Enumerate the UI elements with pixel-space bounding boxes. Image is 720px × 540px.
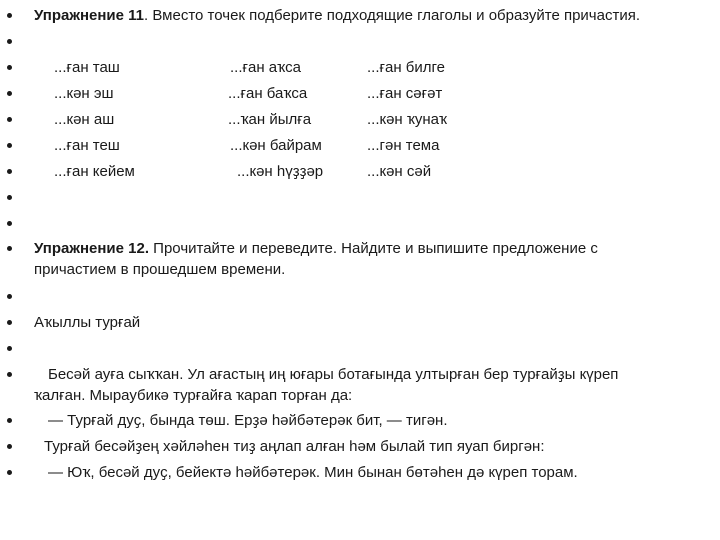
bullet-line-empty — [0, 187, 720, 209]
word-row — [0, 109, 720, 131]
word-row — [0, 83, 720, 105]
exercise-12-instruction: Прочитайте и переведите. Найдите и выпишите предложение с причастием в прошедшем времени. — [34, 240, 598, 278]
word-cell: ...кән эш — [54, 85, 114, 102]
bullet — [7, 221, 12, 226]
story-title: Аҡыллы турғай — [34, 314, 141, 331]
word-cell: ...кән сәй — [367, 163, 432, 180]
story-paragraph-3 — [0, 436, 720, 458]
bullet — [7, 91, 12, 96]
bullet — [7, 444, 12, 449]
bullet-line-empty — [0, 338, 720, 360]
exercise-11-instruction: . Вместо точек подберите подходящие глаголы и образуйте причастия. — [144, 7, 641, 24]
story-line: ҡалған. Мыраубикә турғайға ҡарап торған да: — [34, 387, 353, 404]
bullet-line-empty — [0, 213, 720, 235]
word-cell: ...кән ҡунаҡ — [367, 111, 448, 128]
bullet-line-ex11 — [0, 5, 720, 27]
exercise-12-heading — [34, 238, 674, 280]
word-cell: ...ған билге — [367, 59, 445, 76]
word-cell: ...ған аҡса — [230, 59, 301, 76]
word-row — [0, 135, 720, 157]
story-line: — Юҡ, бесәй дуҫ, бейектә һәйбәтерәк. Мин бынан бөтәһен дә күреп торам. — [48, 464, 578, 481]
bullet — [7, 320, 12, 325]
bullet — [7, 418, 12, 423]
bullet — [7, 65, 12, 70]
bullet-line-story-title — [0, 312, 720, 334]
bullet — [7, 169, 12, 174]
word-cell: ...кән байрам — [230, 137, 322, 154]
story-line: Бесәй ауға сыҡҡан. Ул ағастың иң юғары ботағында ултырған бер турғайҙы күреп — [48, 366, 619, 383]
bullet — [7, 39, 12, 44]
word-cell: ...гән тема — [367, 137, 440, 154]
story-paragraph-4 — [0, 462, 720, 484]
word-cell: ...ған кейем — [54, 163, 135, 180]
bullet — [7, 143, 12, 148]
word-cell: ...ҡан йылға — [228, 111, 312, 128]
story-line: — Турғай дуҫ, бында төш. Ерҙә һәйбәтерәк бит, — тигән. — [48, 412, 448, 429]
bullet — [7, 117, 12, 122]
story-paragraph-1 — [0, 364, 720, 386]
word-cell: ...кән аш — [54, 111, 115, 128]
word-cell: ...ған сәғәт — [367, 85, 443, 102]
bullet — [7, 346, 12, 351]
word-cell: ...ған теш — [54, 137, 120, 154]
bullet-line-empty — [0, 286, 720, 308]
bullet — [7, 195, 12, 200]
story-line: Турғай бесәйҙең хәйләһен тиҙ аңлап алған һәм былай тип яуап биргән: — [44, 438, 545, 455]
bullet — [7, 372, 12, 377]
bullet — [7, 294, 12, 299]
bullet — [7, 13, 12, 18]
story-paragraph-1-cont — [0, 385, 720, 407]
bullet-line-ex12 — [0, 238, 720, 282]
exercise-12-title: Упражнение 12. — [34, 240, 150, 257]
story-paragraph-2 — [0, 410, 720, 432]
word-cell: ...ған баҡса — [228, 85, 308, 102]
bullet-line-empty — [0, 31, 720, 53]
exercise-11-heading — [34, 5, 640, 27]
word-row — [0, 57, 720, 79]
exercise-11-title: Упражнение 11 — [34, 7, 145, 24]
word-cell: ...ған таш — [54, 59, 120, 76]
bullet — [7, 470, 12, 475]
bullet — [7, 246, 12, 251]
word-row — [0, 161, 720, 183]
word-cell: ...кән һүҙҙәр — [237, 163, 324, 180]
